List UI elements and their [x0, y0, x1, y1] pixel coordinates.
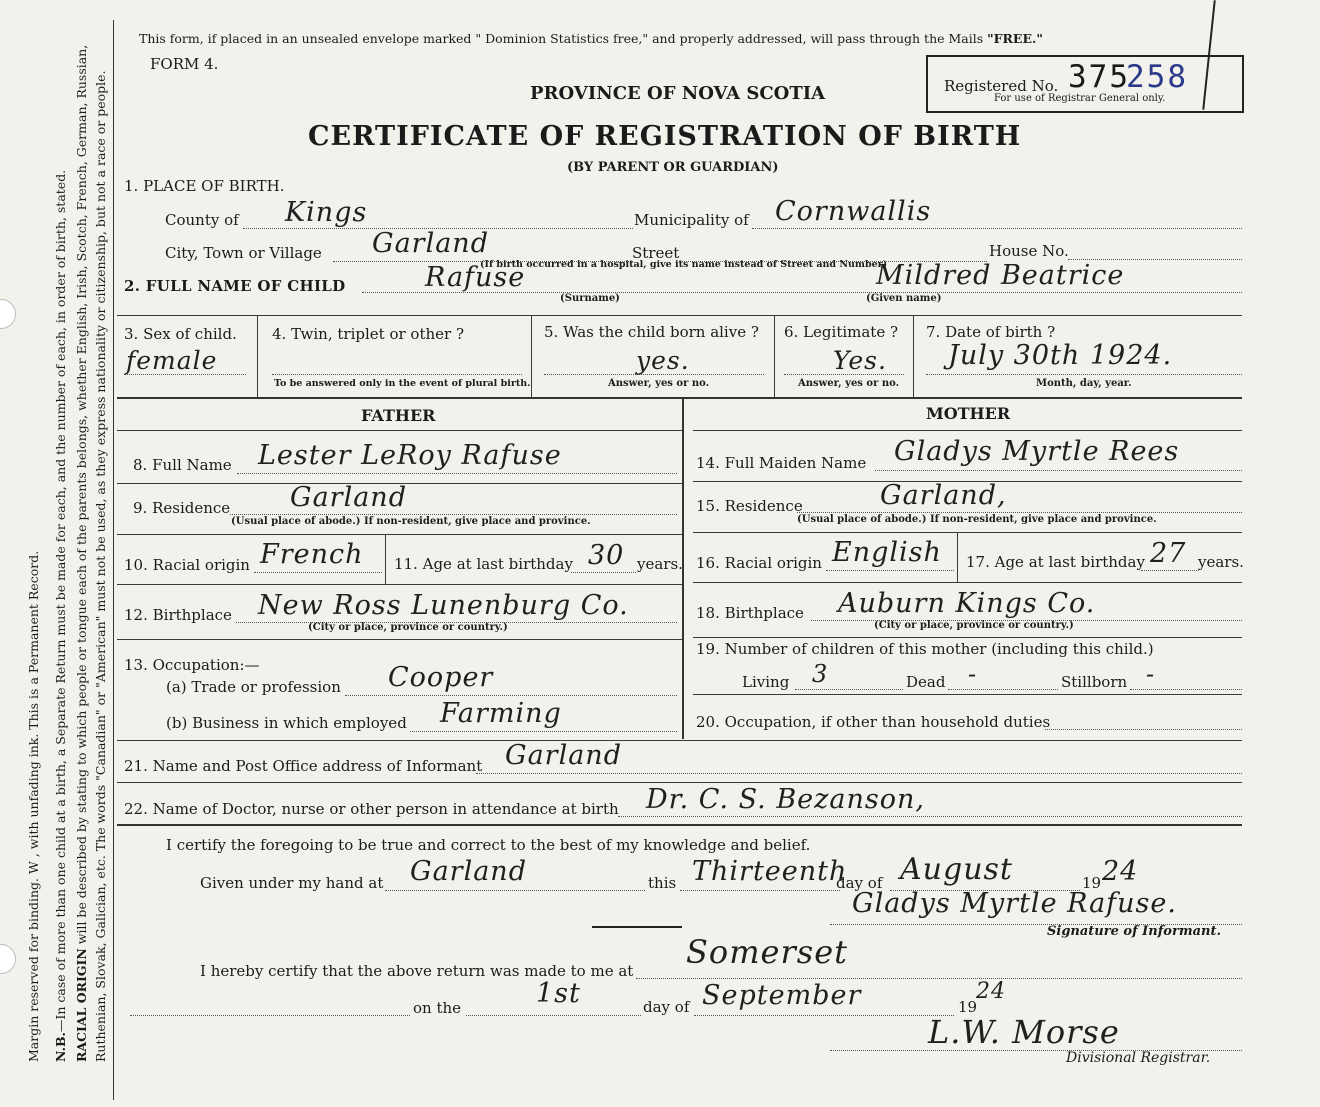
municipality-line — [752, 228, 1242, 229]
mother-occupation-label: 20. Occupation, if other than household duties — [696, 713, 1051, 731]
county-label: County of — [165, 211, 239, 229]
registrar-on-label: on the — [413, 999, 462, 1017]
registrar-use-note: For use of Registrar General only. — [994, 93, 1166, 104]
informant-value: Garland — [505, 740, 622, 771]
row3-div3 — [774, 315, 775, 397]
registrar-text: I hereby certify that the above return was made to me at — [200, 962, 634, 980]
registrar-month-line — [694, 1015, 954, 1016]
father-name-line — [237, 473, 677, 474]
registered-number-prefix: 375 — [1068, 59, 1130, 95]
sex-value: female — [126, 346, 218, 375]
mother-racial-label: 16. Racial origin — [696, 554, 822, 572]
certify-year-value: 24 — [1102, 856, 1139, 887]
doctor-label: 22. Name of Doctor, nurse or other person in attendance at birth — [124, 800, 619, 818]
stillborn-value: - — [1146, 660, 1156, 688]
legitimate-note: Answer, yes or no. — [798, 378, 900, 389]
mother-children-label: 19. Number of children of this mother (including this child.) — [696, 640, 1154, 658]
doctor-value: Dr. C. S. Bezanson, — [646, 784, 925, 815]
dob-value: July 30th 1924. — [948, 340, 1173, 371]
doctor-line — [618, 816, 1242, 817]
mother-years-label: years. — [1198, 553, 1244, 571]
living-label: Living — [742, 673, 790, 691]
twin-label: 4. Twin, triplet or other ? — [272, 325, 464, 343]
sex-label: 3. Sex of child. — [124, 325, 237, 343]
father-residence-note: (Usual place of abode.) If non-resident, give place and province. — [231, 516, 591, 527]
father-age-line — [571, 572, 636, 573]
child-name-label: 2. FULL NAME OF CHILD — [124, 277, 346, 295]
father-years-label: years. — [637, 555, 683, 573]
parents-bottom-rule — [117, 740, 1242, 741]
mother-racial-line — [826, 570, 954, 571]
dead-value: - — [968, 660, 978, 688]
trade-label: (a) Trade or profession — [166, 678, 341, 696]
father-rule-2 — [117, 534, 682, 535]
hospital-note: (If birth occurred in a hospital, give its name instead of Street and Number) — [480, 259, 888, 270]
place-of-birth-heading: 1. PLACE OF BIRTH. — [124, 177, 285, 195]
father-occupation-label: 13. Occupation:— — [124, 656, 260, 674]
father-racial-line — [254, 572, 382, 573]
certify-year-prefix: 19 — [1082, 874, 1102, 892]
mother-rule-5 — [693, 694, 1242, 695]
dead-label: Dead — [906, 673, 946, 691]
registered-label: Registered No. — [944, 77, 1059, 95]
certificate-subtitle: (BY PARENT OR GUARDIAN) — [567, 160, 779, 175]
mother-age-value: 27 — [1150, 538, 1187, 569]
father-racial-value: French — [260, 539, 364, 570]
father-birthplace-note: (City or place, province or country.) — [308, 622, 508, 633]
dob-note: Month, day, year. — [1036, 378, 1132, 389]
twin-note: To be answered only in the event of plural birth. — [274, 378, 531, 389]
informant-signature: Gladys Myrtle Rafuse. — [852, 888, 1177, 919]
county-value: Kings — [285, 197, 368, 228]
row3-div2 — [531, 315, 532, 397]
father-name-label: 8. Full Name — [133, 456, 232, 474]
left-border — [113, 20, 114, 1100]
father-age-value: 30 — [588, 540, 625, 571]
binding-hole-top — [0, 299, 16, 329]
registrar-day-of-label: day of — [643, 998, 690, 1016]
mother-name-label: 14. Full Maiden Name — [696, 454, 867, 472]
mother-residence-value: Garland, — [880, 480, 1007, 511]
child-surname: Rafuse — [425, 262, 526, 293]
trade-line — [345, 695, 677, 696]
mother-rule-3 — [693, 582, 1242, 583]
mother-name-line — [875, 470, 1242, 471]
row3-bottom-rule — [117, 397, 1242, 399]
row3-div1 — [257, 315, 258, 397]
mother-birthplace-label: 18. Birthplace — [696, 604, 804, 622]
registrar-pen-stroke — [592, 926, 682, 928]
province-heading: PROVINCE OF NOVA SCOTIA — [530, 83, 826, 104]
registrar-place-value: Somerset — [686, 933, 848, 971]
registrar-month-value: September — [702, 980, 862, 1011]
stillborn-line — [1130, 689, 1242, 690]
alive-label: 5. Was the child born alive ? — [544, 323, 759, 341]
legitimate-value: Yes. — [833, 346, 887, 375]
day-of-label: day of — [836, 874, 883, 892]
living-line — [795, 689, 903, 690]
certify-day-value: Thirteenth — [692, 856, 848, 887]
given-under-label: Given under my hand at — [200, 874, 384, 892]
informant-label: 21. Name and Post Office address of Informant — [124, 757, 483, 775]
father-residence-line — [230, 514, 677, 515]
informant-line — [476, 773, 1242, 774]
father-birthplace-label: 12. Birthplace — [124, 606, 232, 624]
binding-hole-bottom — [0, 944, 16, 974]
mother-birthplace-value: Auburn Kings Co. — [838, 588, 1096, 619]
city-label: City, Town or Village — [165, 244, 322, 262]
stillborn-label: Stillborn — [1061, 673, 1128, 691]
certify-month-value: August — [900, 852, 1013, 887]
registrar-date-left-line — [130, 1015, 410, 1016]
father-racial-divider — [385, 534, 386, 584]
given-place-line — [385, 890, 645, 891]
father-rule-3 — [117, 584, 682, 585]
margin-racial-note: RACIAL ORIGIN will be described by stating to which people or tongue each of the parents belongs, whether English, Irish, Scotch, French, German, Russian, — [74, 44, 89, 1062]
mother-age-line — [1141, 570, 1199, 571]
father-age-label: 11. Age at last birthday — [394, 555, 573, 573]
father-residence-label: 9. Residence — [133, 499, 231, 517]
given-place-value: Garland — [410, 856, 527, 887]
mail-notice: This form, if placed in an unsealed envelope marked " Dominion Statistics free," and properly addressed, will pass through the Mails "FREE." — [139, 31, 1043, 46]
registrar-year-prefix: 19 — [958, 998, 978, 1016]
registered-number-suffix: 258 — [1126, 59, 1188, 95]
house-label: House No. — [989, 242, 1069, 260]
business-label: (b) Business in which employed — [166, 714, 407, 732]
mother-occupation-line — [1045, 729, 1242, 730]
trade-value: Cooper — [388, 662, 494, 693]
row3-div4 — [913, 315, 914, 397]
father-residence-value: Garland — [290, 482, 407, 513]
registrar-day-line — [466, 1015, 641, 1016]
margin-racial-note-2: Ruthenian, Slovak, Galician, etc. The words "Canadian" or "American" must not be used, as they express nationality or citizenship, but not a race or people. — [93, 70, 108, 1062]
business-line — [410, 731, 677, 732]
mother-rule-2 — [693, 532, 1242, 533]
registrar-day-value: 1st — [536, 978, 581, 1009]
mother-residence-label: 15. Residence — [696, 497, 803, 515]
day-line — [680, 890, 840, 891]
mother-birthplace-note: (City or place, province or country.) — [874, 620, 1074, 631]
father-name-value: Lester LeRoy Rafuse — [258, 440, 562, 471]
twin-line — [272, 374, 522, 375]
registrar-place-line — [636, 978, 1242, 979]
surname-caption: (Surname) — [560, 293, 620, 304]
mother-heading: MOTHER — [926, 404, 1011, 423]
registrar-signature: L.W. Morse — [928, 1013, 1120, 1051]
row3-top-rule — [117, 315, 1242, 316]
legitimate-label: 6. Legitimate ? — [784, 323, 899, 341]
informant-rule — [117, 782, 1242, 783]
mother-racial-value: English — [832, 537, 942, 568]
father-rule-4 — [117, 639, 682, 640]
parents-heading-rule-right — [693, 430, 1242, 431]
form-number: FORM 4. — [150, 55, 219, 73]
municipality-label: Municipality of — [634, 211, 749, 229]
this-label: this — [648, 874, 677, 892]
registrar-caption: Divisional Registrar. — [1066, 1050, 1211, 1066]
mother-racial-divider — [957, 532, 958, 582]
municipality-value: Cornwallis — [775, 196, 932, 227]
father-heading: FATHER — [361, 406, 436, 425]
dob-line — [926, 374, 1242, 375]
child-given-name: Mildred Beatrice — [876, 260, 1125, 291]
margin-binding-note: Margin reserved for binding. W , with unfading ink. This is a Permanent Record. — [26, 550, 41, 1062]
father-birthplace-value: New Ross Lunenburg Co. — [258, 590, 629, 621]
registrar-year-value: 24 — [976, 979, 1006, 1004]
doctor-rule — [117, 824, 1242, 826]
alive-note: Answer, yes or no. — [608, 378, 710, 389]
street-label: Street — [632, 244, 680, 262]
informant-signature-caption: Signature of Informant. — [1047, 924, 1221, 939]
mother-residence-note: (Usual place of abode.) If non-resident, give place and province. — [797, 514, 1157, 525]
mother-residence-line — [797, 512, 1242, 513]
mother-name-value: Gladys Myrtle Rees — [894, 436, 1180, 467]
given-caption: (Given name) — [866, 293, 942, 304]
registered-number-box — [926, 55, 1244, 113]
dead-line — [948, 689, 1058, 690]
city-value: Garland — [372, 228, 489, 259]
father-racial-label: 10. Racial origin — [124, 556, 250, 574]
mother-age-label: 17. Age at last birthday — [966, 553, 1145, 571]
dob-label: 7. Date of birth ? — [926, 323, 1056, 341]
mother-rule-4 — [693, 637, 1242, 638]
alive-value: yes. — [636, 346, 690, 375]
certify-text: I certify the foregoing to be true and correct to the best of my knowledge and belief. — [166, 836, 811, 854]
living-value: 3 — [812, 660, 829, 688]
parents-heading-rule-left — [117, 430, 682, 431]
certificate-title: CERTIFICATE OF REGISTRATION OF BIRTH — [308, 121, 1022, 152]
business-value: Farming — [440, 698, 562, 729]
margin-nb-note: N.B.—In case of more than one child at a birth, a Separate Return must be made for each, and the number of each, in order of birth, stated. — [53, 169, 68, 1062]
